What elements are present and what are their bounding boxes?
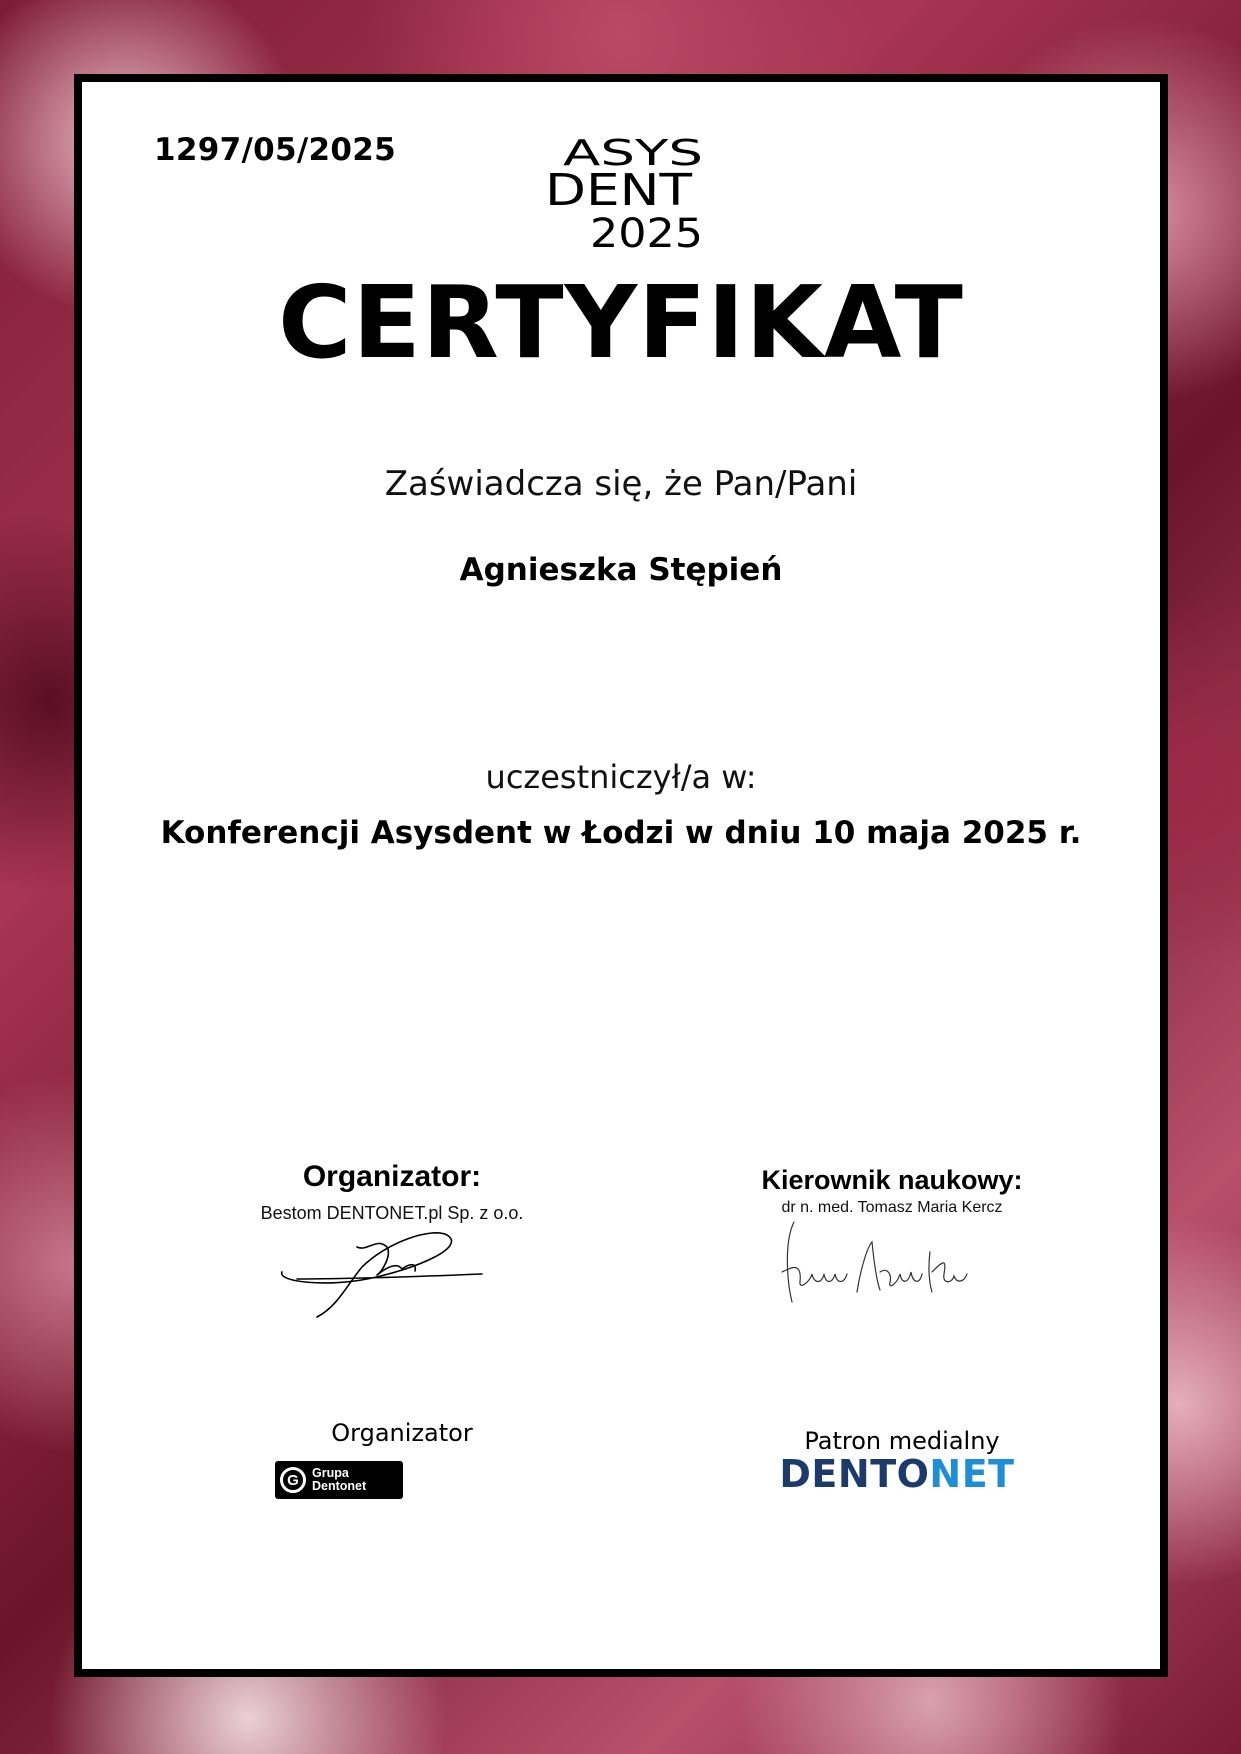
grupa-logo-line1: Grupa (312, 1466, 349, 1480)
certificate-title: CERTYFIKAT (278, 264, 964, 381)
scientific-director-name: dr n. med. Tomasz Maria Kercz (781, 1199, 1003, 1216)
participation-text: uczestniczył/a w: (485, 758, 757, 796)
dentonet-logo-part1: DENTO (779, 1452, 930, 1496)
dentonet-logo-part2: NET (929, 1452, 1015, 1496)
grupa-g-icon: G (280, 1467, 306, 1493)
dentonet-logo (697, 1452, 1097, 1496)
logo-line-year: 2025 (590, 211, 703, 252)
media-patron-label: Patron medialny (804, 1427, 1000, 1455)
scientific-director-heading: Kierownik naukowy: (761, 1165, 1023, 1195)
scientific-director-signature (772, 1212, 972, 1307)
certificate-number: 1297/05/2025 (154, 132, 396, 168)
certificate-intro: Zaświadcza się, że Pan/Pani (384, 464, 858, 504)
organizer-heading: Organizator: (302, 1160, 482, 1193)
organizer-signature (267, 1227, 487, 1322)
grupa-logo-text (312, 1467, 366, 1493)
footer-organizer-label: Organizator (331, 1419, 473, 1447)
event-description: Konferencji Asysdent w Łodzi w dniu 10 maja 2025 r. (160, 815, 1082, 851)
asysdent-logo (545, 127, 707, 252)
logo-line-dent: DENT (545, 165, 693, 216)
grupa-logo-line2: Dentonet (312, 1479, 367, 1493)
certificate-frame (74, 74, 1168, 1677)
organizer-name: Bestom DENTONET.pl Sp. z o.o. (260, 1203, 524, 1223)
logo-line-asys: ASYS (563, 133, 703, 174)
certificate-sheet (82, 82, 1160, 1669)
recipient-name: Agnieszka Stępień (459, 552, 783, 588)
grupa-dentonet-logo (275, 1461, 403, 1499)
